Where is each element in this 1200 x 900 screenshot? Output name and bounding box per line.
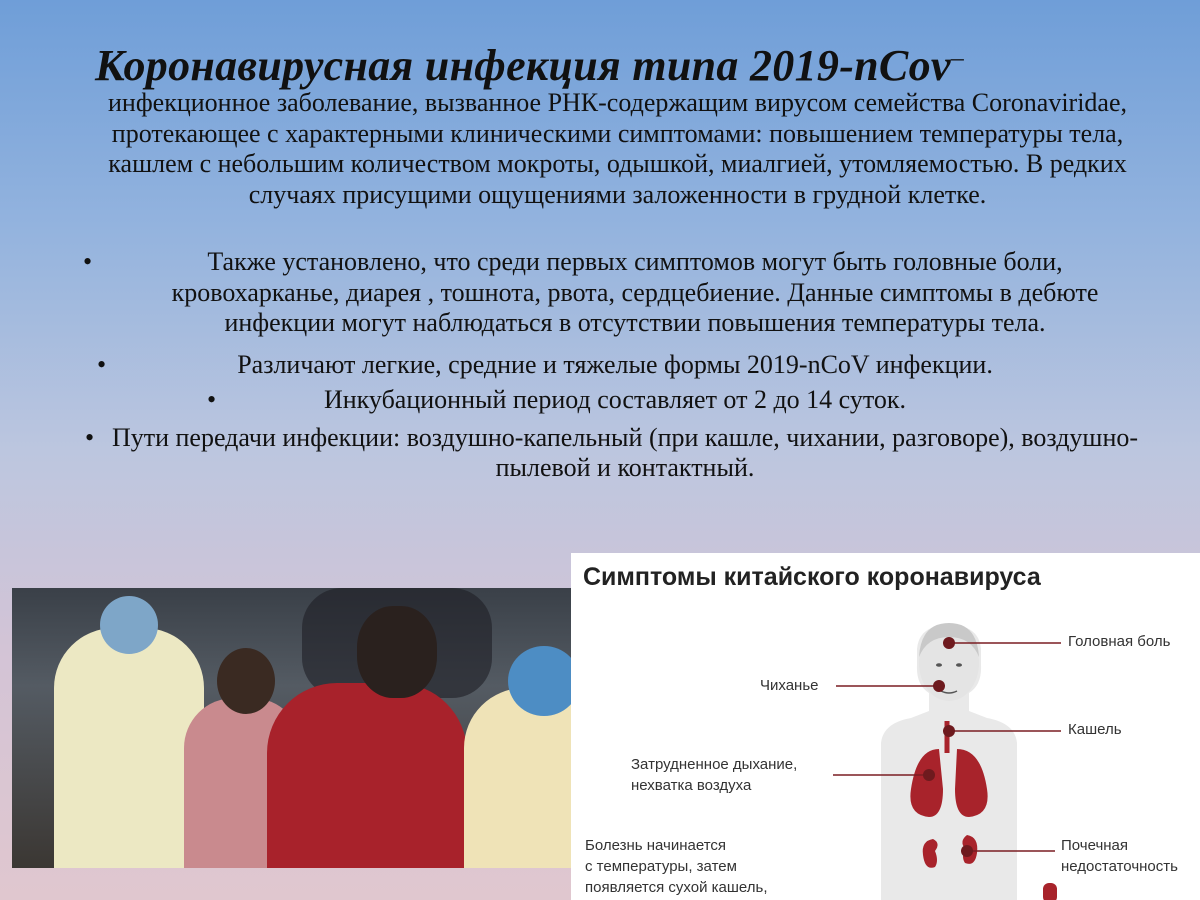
photo-medic-cap (100, 596, 158, 654)
label-kidney (1061, 835, 1178, 877)
bullet-item (65, 350, 1165, 381)
label-sneezing: Чиханье (760, 677, 819, 694)
bullet-dot: • (83, 247, 93, 276)
label-onset-line: с температуры, затем (585, 858, 737, 875)
bullet-item (65, 385, 1165, 416)
photo-passenger-head (217, 648, 275, 714)
bullet-text: Различают легкие, средние и тяжелые формы 2019-nCoV инфекции. (237, 349, 993, 379)
bullet-item (65, 247, 1165, 339)
marker-kidney (961, 845, 973, 857)
bullet-dot: • (207, 385, 217, 414)
bullet-text: Инкубационный период составляет от 2 до 14 суток. (323, 385, 907, 414)
symptoms-infographic (571, 553, 1200, 900)
marker-cough (943, 725, 955, 737)
infographic-title: Симптомы китайского коронавируса (583, 563, 1041, 591)
label-headache: Головная боль (1068, 633, 1171, 650)
slide-title-dash: – (950, 43, 965, 72)
label-kidney-line: недостаточность (1061, 858, 1178, 875)
label-onset-line: появляется сухой кашель, (585, 879, 768, 896)
label-breathing-line: нехватка воздуха (631, 777, 752, 794)
marker-sneezing (933, 680, 945, 692)
bullet-text: Пути передачи инфекции: воздушно-капельный (при кашле, чихании, разговоре), воздушно-пылевой и контактный. (111, 422, 1139, 482)
photo-medic-suit (54, 628, 204, 868)
label-cough: Кашель (1068, 721, 1122, 738)
eye-left (936, 663, 942, 667)
photo-medic-cap (508, 646, 580, 716)
slide-title-text: Коронавирусная инфекция типа 2019-nCov (95, 41, 951, 90)
bullet-list (65, 247, 1165, 484)
bullet-item (65, 423, 1165, 484)
marker-breathing (923, 769, 935, 781)
label-onset (585, 835, 768, 898)
label-onset-line: Болезнь начинается (585, 837, 727, 854)
definition-text: инфекционное заболевание, вызванное РНК-содержащим вирусом семейства Coronaviridae, протекающее с характерными клиническими симптомами: повышением температуры тела, кашлем с небольшим количеством мокроты, одышкой, миалгией, утомляемостью. В редких случаях присущими ощущениями заложенности в грудной клетке. (107, 88, 1128, 209)
photo-passenger-red (267, 683, 467, 868)
bullet-text: Также установлено, что среди первых симптомов могут быть головные боли, кровохарканье, диарея , тошнота, рвота, сердцебиение. Данные симптомы в дебюте инфекции могут наблюдаться в отсутствии повышения температуры тела. (171, 247, 1099, 337)
photo-medic-suit (464, 688, 580, 868)
photo-passenger-head (357, 606, 437, 698)
label-breathing (631, 754, 797, 796)
bullet-dot: • (85, 422, 95, 452)
partial-organ (1043, 883, 1057, 900)
marker-headache (943, 637, 955, 649)
label-breathing-line: Затрудненное дыхание, (631, 756, 798, 773)
slide-title (95, 40, 964, 91)
eye-right (956, 663, 962, 667)
bullet-dot: • (97, 349, 107, 379)
label-kidney-line: Почечная (1061, 837, 1129, 854)
temperature-screening-photo (12, 588, 580, 868)
